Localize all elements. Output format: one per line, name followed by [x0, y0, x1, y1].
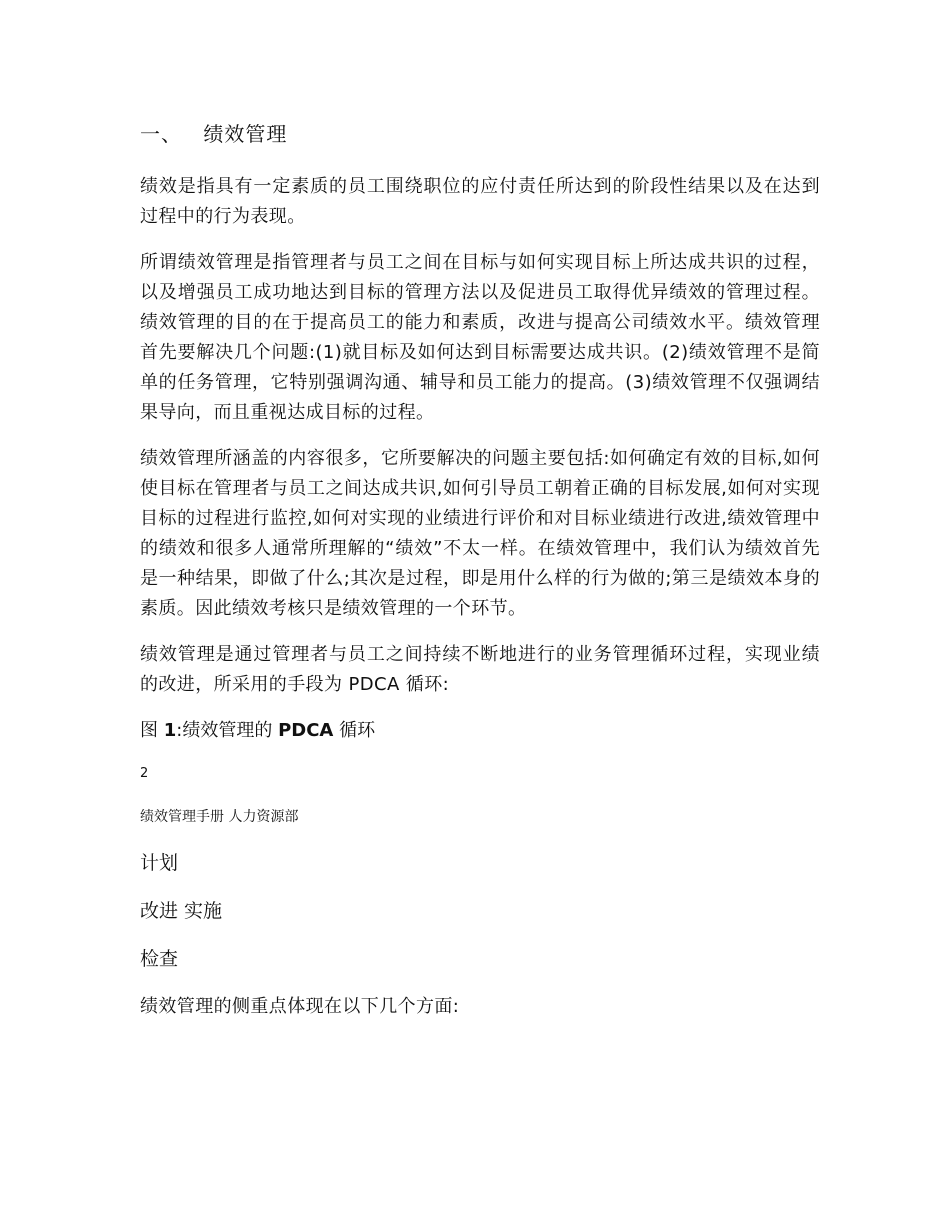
caption-prefix: 图 — [140, 720, 164, 741]
caption-number: 1 — [163, 720, 177, 741]
paragraph-scope: 绩效管理所涵盖的内容很多，它所要解决的问题主要包括:如何确定有效的目标,如何使目标在管理者与员工之间达成共识,如何引导员工朝着正确的目标发展,如何对实现目标的过程进行监控,如何对实现的业绩进行评价和对目标业绩进行改进,绩效管理中的绩效和很多人通常所理解的“绩效”不太一样。在绩效管理中，我们认为绩效首先是一种结果，即做了什么;其次是过程，即是用什么样的行为做的;第三是绩效本身的素质。因此绩效考核只是绩效管理的一个环节。 — [140, 448, 820, 619]
cycle-label-plan: 计划 — [140, 852, 179, 874]
caption-middle: :绩效管理的 — [176, 720, 279, 741]
cycle-label-improve-implement: 改进 实施 — [140, 900, 223, 922]
paragraph-management: 所谓绩效管理是指管理者与员工之间在目标与如何实现目标上所达成共识的过程，以及增强员工成功地达到目标的管理方法以及促进员工取得优异绩效的管理过程。绩效管理的目的在于提高员工的能力和素质，改进与提高公司绩效水平。绩效管理首先要解决几个问题:(1)就目标及如何达到目标需要达成共识。(2)绩效管理不是简单的任务管理，它特别强调沟通、辅导和员工能力的提高。(3)绩效管理不仅强调结果导向，而且重视达成目标的过程。 — [140, 252, 820, 423]
section-heading: 一、 绩效管理 — [140, 122, 288, 146]
document-page — [140, 118, 820, 1038]
page-number: 2 — [140, 766, 149, 781]
cycle-label-check: 检查 — [140, 948, 179, 970]
closing-line: 绩效管理的侧重点体现在以下几个方面: — [140, 996, 460, 1017]
paragraph-pdca: 绩效管理是通过管理者与员工之间持续不断地进行的业务管理循环过程，实现业绩的改进，所采用的手段为 PDCA 循环: — [140, 644, 820, 695]
running-header: 绩效管理手册 人力资源部 — [140, 809, 299, 825]
figure-caption — [140, 716, 820, 746]
caption-pdca: PDCA — [278, 720, 334, 741]
paragraph-definition: 绩效是指具有一定素质的员工围绕职位的应付责任所达到的阶段性结果以及在达到过程中的行为表现。 — [140, 176, 820, 227]
caption-suffix: 循环 — [333, 720, 376, 741]
